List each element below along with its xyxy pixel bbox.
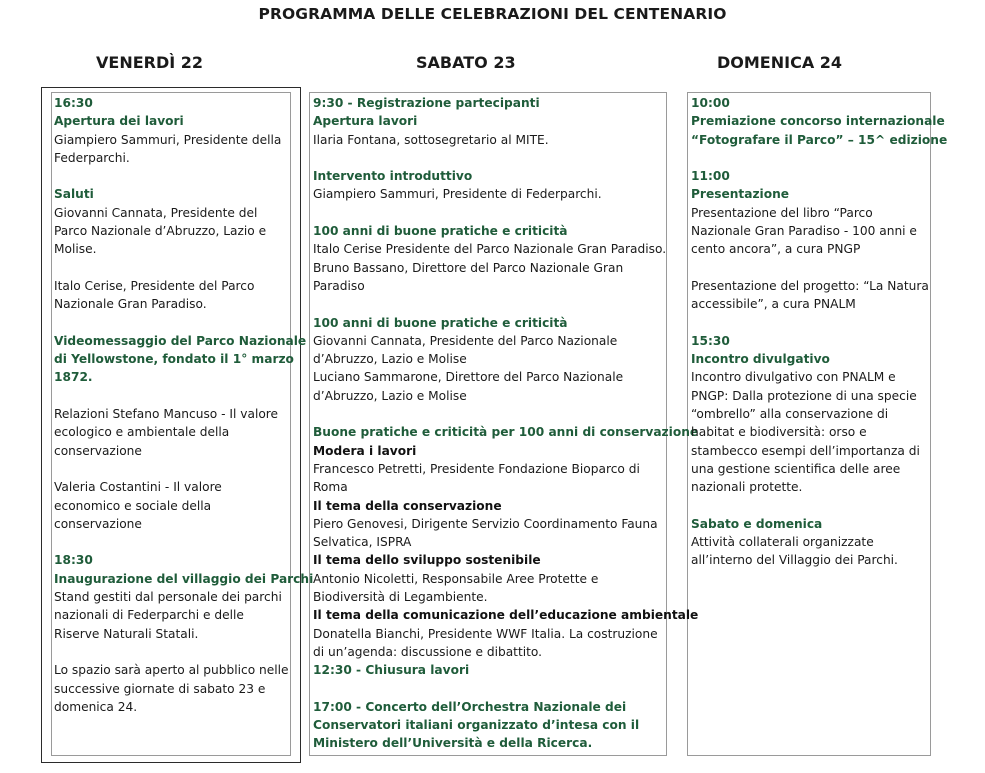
schedule-heading: 15:30 — [691, 333, 730, 348]
spacer — [54, 643, 288, 661]
sunday-schedule — [691, 94, 948, 570]
schedule-text: habitat e biodiversità: orso e — [691, 425, 867, 440]
schedule-text: Stand gestiti dal personale dei parchi — [54, 590, 282, 605]
schedule-text: Giovanni Cannata, Presidente del Parco Nazionale — [313, 333, 618, 348]
spacer — [54, 167, 288, 185]
schedule-heading: 100 anni di buone pratiche e criticità — [313, 224, 568, 239]
spacer — [313, 204, 665, 222]
spacer — [54, 259, 288, 277]
schedule-text: Paradiso — [313, 278, 365, 293]
schedule-text: stambecco esempi dell’importanza di — [691, 443, 920, 458]
spacer — [313, 149, 665, 167]
day-header-friday: VENERDÌ 22 — [96, 53, 204, 72]
schedule-text: Valeria Costantini - Il valore — [54, 480, 222, 495]
spacer — [313, 405, 665, 423]
schedule-heading: Saluti — [54, 187, 94, 202]
schedule-heading: di Yellowstone, fondato il 1° marzo — [54, 352, 294, 367]
schedule-text: Presentazione del progetto: “La Natura — [691, 278, 929, 293]
schedule-heading: Il tema della comunicazione dell’educazione ambientale — [313, 608, 699, 623]
schedule-heading: Premiazione concorso internazionale — [691, 114, 945, 129]
schedule-heading: 100 anni di buone pratiche e criticità — [313, 315, 568, 330]
schedule-text: Donatella Bianchi, Presidente WWF Italia. La costruzione — [313, 626, 658, 641]
schedule-text: Parco Nazionale d’Abruzzo, Lazio e — [54, 224, 267, 239]
schedule-heading: Conservatori italiani organizzato d’intesa con il — [313, 718, 640, 733]
schedule-heading: Sabato e domenica — [691, 516, 823, 531]
schedule-heading: 17:00 - Concerto dell’Orchestra Nazionale dei — [313, 699, 627, 714]
schedule-heading: Apertura dei lavori — [54, 114, 184, 129]
schedule-text: Presentazione del libro “Parco — [691, 205, 873, 220]
schedule-heading: Presentazione — [691, 187, 790, 202]
schedule-text: nazionali di Federparchi e delle — [54, 608, 244, 623]
schedule-text: d’Abruzzo, Lazio e Molise — [313, 388, 467, 403]
schedule-text: ecologico e ambientale della — [54, 425, 230, 440]
spacer — [54, 387, 288, 405]
schedule-heading: Il tema della conservazione — [313, 498, 502, 513]
spacer — [691, 497, 929, 515]
schedule-heading: Incontro divulgativo — [691, 352, 830, 367]
schedule-heading: 11:00 — [691, 169, 730, 184]
schedule-text: di un’agenda: discussione e dibattito. — [313, 644, 543, 659]
schedule-heading: Modera i lavori — [313, 443, 417, 458]
schedule-heading: 1872. — [54, 370, 93, 385]
schedule-text: economico e sociale della — [54, 498, 212, 513]
spacer — [54, 533, 288, 551]
schedule-text: successive giornate di sabato 23 e — [54, 681, 266, 696]
schedule-heading: Ministero dell’Università e della Ricerca. — [313, 736, 593, 751]
schedule-text: Roma — [313, 480, 348, 495]
schedule-heading: Buone pratiche e criticità per 100 anni di conservazione — [313, 425, 699, 440]
schedule-heading: 9:30 - Registrazione partecipanti — [313, 96, 540, 110]
schedule-heading: Inaugurazione del villaggio dei Parchi — [54, 571, 314, 586]
schedule-text: Incontro divulgativo con PNALM e — [691, 370, 896, 385]
schedule-text: Ilaria Fontana, sottosegretario al MITE. — [313, 132, 549, 147]
schedule-text: Giampiero Sammuri, Presidente della — [54, 132, 282, 147]
schedule-text: conservazione — [54, 516, 142, 531]
schedule-heading: 10:00 — [691, 96, 730, 110]
schedule-text: Giovanni Cannata, Presidente del — [54, 205, 258, 220]
day-header-sunday: DOMENICA 24 — [717, 53, 843, 72]
saturday-schedule — [313, 94, 699, 753]
schedule-heading: Il tema dello sviluppo sostenibile — [313, 553, 541, 568]
spacer — [313, 295, 665, 313]
spacer — [54, 314, 288, 332]
schedule-text: Attività collaterali organizzate — [691, 535, 874, 550]
schedule-text: Federparchi. — [54, 150, 130, 165]
schedule-text: domenica 24. — [54, 699, 138, 714]
schedule-text: Italo Cerise, Presidente del Parco — [54, 278, 255, 293]
schedule-text: nazionali protette. — [691, 480, 803, 495]
schedule-text: PNGP: Dalla protezione di una specie — [691, 388, 917, 403]
schedule-text: Nazionale Gran Paradiso. — [54, 297, 207, 312]
schedule-heading: Intervento introduttivo — [313, 169, 473, 184]
schedule-text: Lo spazio sarà aperto al pubblico nelle — [54, 663, 289, 678]
schedule-heading: 18:30 — [54, 553, 93, 568]
schedule-heading: Videomessaggio del Parco Nazionale — [54, 333, 307, 348]
schedule-text: d’Abruzzo, Lazio e Molise — [313, 352, 467, 367]
day-header-saturday: SABATO 23 — [416, 53, 516, 72]
schedule-text: Antonio Nicoletti, Responsabile Aree Protette e — [313, 571, 599, 586]
schedule-text: Biodiversità di Legambiente. — [313, 590, 488, 605]
page-title: PROGRAMMA DELLE CELEBRAZIONI DEL CENTENARIO — [258, 5, 727, 23]
schedule-text: Giampiero Sammuri, Presidente di Federparchi. — [313, 187, 602, 202]
schedule-text: “ombrello” alla conservazione di — [691, 407, 889, 422]
schedule-text: Italo Cerise Presidente del Parco Nazionale Gran Paradiso. — [313, 242, 667, 257]
schedule-text: Nazionale Gran Paradiso - 100 anni e — [691, 224, 917, 239]
schedule-text: una gestione scientifica delle aree — [691, 461, 901, 476]
schedule-heading: 16:30 — [54, 96, 93, 110]
spacer — [691, 259, 929, 277]
schedule-text: conservazione — [54, 443, 142, 458]
schedule-text: Francesco Petretti, Presidente Fondazione Bioparco di — [313, 461, 640, 476]
schedule-line: 12:30 - Chiusura lavori — [313, 663, 470, 678]
schedule-text: cento ancora”, a cura PNGP — [691, 242, 861, 257]
schedule-text: Relazioni Stefano Mancuso - Il valore — [54, 407, 279, 422]
spacer — [691, 314, 929, 332]
schedule-heading: “Fotografare il Parco” – 15^ edizione — [691, 132, 948, 147]
spacer — [54, 460, 288, 478]
schedule-text: Molise. — [54, 242, 97, 257]
schedule-text: accessibile”, a cura PNALM — [691, 297, 856, 312]
schedule-text: Luciano Sammarone, Direttore del Parco Nazionale — [313, 370, 624, 385]
schedule-text: Piero Genovesi, Dirigente Servizio Coordinamento Fauna — [313, 516, 658, 531]
spacer — [691, 149, 929, 167]
schedule-text: Riserve Naturali Statali. — [54, 626, 199, 641]
friday-schedule — [54, 94, 314, 716]
schedule-text: Bruno Bassano, Direttore del Parco Nazionale Gran — [313, 260, 624, 275]
schedule-text: all’interno del Villaggio dei Parchi. — [691, 553, 898, 568]
schedule-text: Selvatica, ISPRA — [313, 535, 412, 550]
schedule-heading: Apertura lavori — [313, 114, 418, 129]
spacer — [313, 680, 665, 698]
